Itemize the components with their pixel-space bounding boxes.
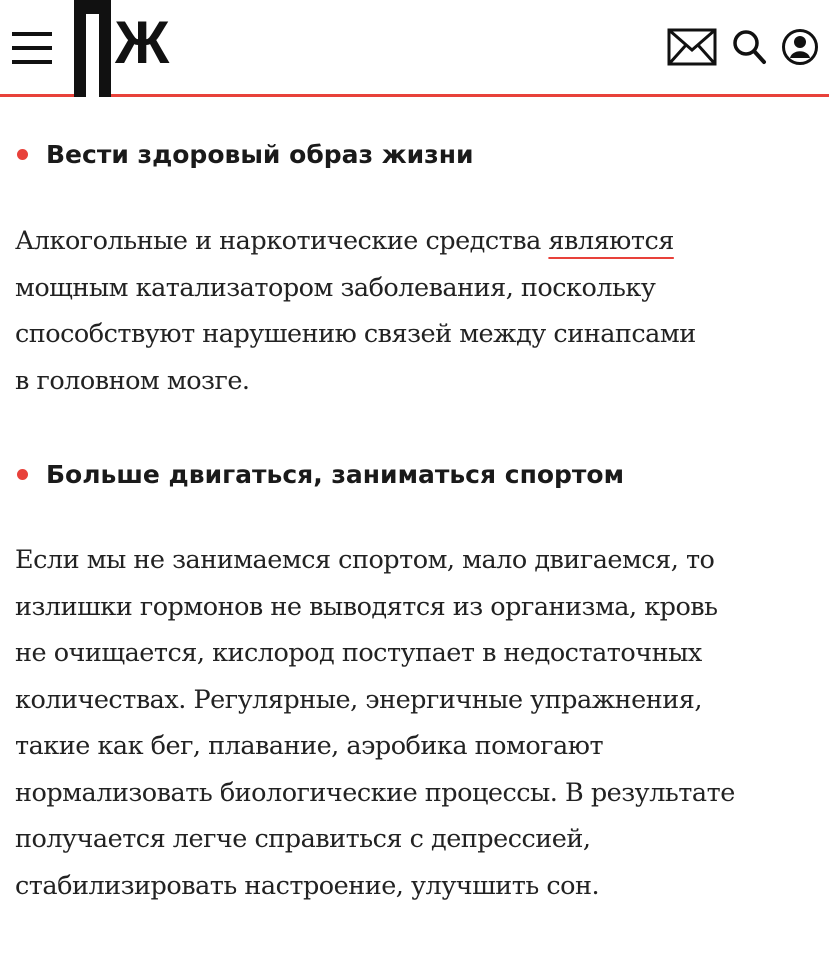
paragraph-line: получается легче справиться с депрессией,: [15, 824, 591, 854]
paragraph-line: излишки гормонов не выводятся из организма, кровь: [15, 591, 718, 622]
bullet-dot: [17, 469, 28, 480]
section-heading: [15, 140, 474, 169]
inline-link[interactable]: являются: [548, 226, 674, 256]
mail-icon[interactable]: [667, 28, 717, 66]
paragraph-line: способствуют нарушению связей между синапсами: [15, 319, 696, 349]
section-heading-text: Вести здоровый образ жизни: [46, 140, 474, 169]
paragraph-line: стабилизировать настроение, улучшить сон.: [15, 870, 600, 901]
site-header: [0, 0, 829, 97]
bullet-dot: [17, 149, 28, 160]
section-heading-text: Больше двигаться, заниматься спортом: [46, 460, 625, 489]
paragraph-line: в головном мозге.: [15, 365, 250, 396]
paragraph-line: количествах. Регулярные, энергичные упражнения,: [15, 684, 702, 715]
section-paragraph: [15, 218, 815, 404]
section-heading: [15, 460, 624, 489]
menu-bar: [12, 60, 52, 64]
search-icon[interactable]: [731, 28, 767, 66]
logo-letter-p: [74, 0, 111, 97]
paragraph-line: Если мы не занимаемся спортом, мало двигаемся, то: [15, 545, 715, 575]
user-icon[interactable]: [781, 28, 819, 66]
site-logo[interactable]: [74, 0, 167, 97]
logo-letter-zh: Ж: [115, 9, 168, 76]
paragraph-line: не очищается, кислород поступает в недостаточных: [15, 638, 702, 668]
paragraph-line: такие как бег, плавание, аэробика помогают: [15, 731, 604, 761]
menu-bar: [12, 46, 52, 50]
menu-icon[interactable]: [12, 30, 54, 66]
paragraph-line: мощным катализатором заболевания, поскольку: [15, 272, 656, 303]
section-paragraph: [15, 537, 815, 909]
header-actions: [667, 28, 819, 66]
paragraph-line: Алкогольные и наркотические средства являются: [15, 226, 674, 256]
paragraph-line: нормализовать биологические процессы. В результате: [15, 777, 735, 808]
menu-bar: [12, 32, 52, 36]
